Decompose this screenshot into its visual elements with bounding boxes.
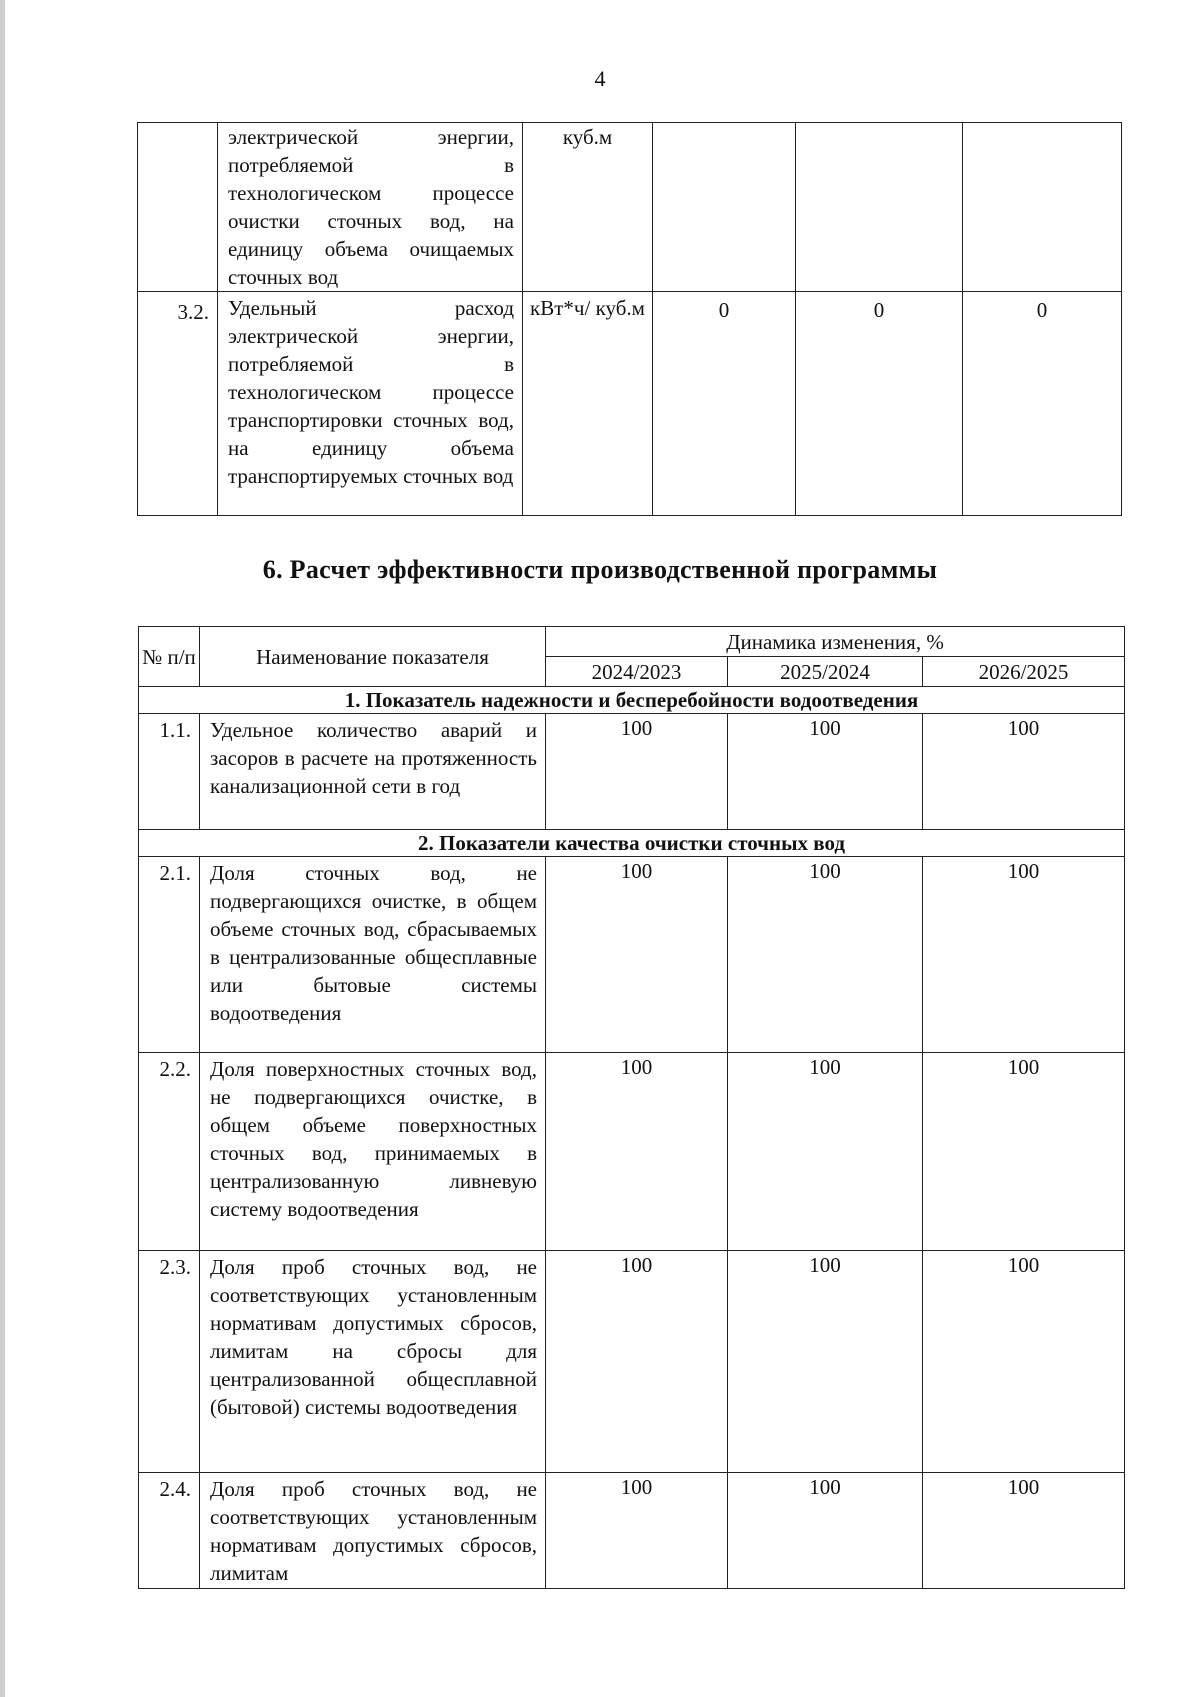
value-cell: 100: [546, 1053, 728, 1251]
indicator-name: Доля проб сточных вод, не соответствующих установленным нормативам допустимых сбросов, лимитам на сбросы для централизованной общесплавной (бытовой) системы водоотведения: [200, 1251, 546, 1473]
header-row: [139, 627, 1125, 657]
value-cell: 0: [653, 292, 796, 516]
unit-cell: кВт*ч/ куб.м: [523, 292, 653, 516]
value-cell: 100: [923, 1473, 1125, 1589]
section-heading: 2. Показатели качества очистки сточных вод: [139, 830, 1125, 857]
page-edge: [0, 0, 5, 1697]
value-cell: 100: [923, 1053, 1125, 1251]
value-cell: 100: [923, 857, 1125, 1053]
value-cell: 100: [728, 1473, 923, 1589]
page-number: 4: [594, 66, 606, 91]
row-number: 3.2.: [138, 292, 218, 516]
energy-consumption-table: [137, 122, 1122, 516]
section-title: 6. Расчет эффективности производственной программы: [262, 555, 938, 584]
value-cell: 100: [923, 714, 1125, 830]
efficiency-table: [138, 626, 1125, 1589]
section-heading: 1. Показатель надежности и бесперебойности водоотведения: [139, 687, 1125, 714]
value-cell: [963, 123, 1122, 292]
value-cell: 100: [546, 857, 728, 1053]
table-row: [139, 1473, 1125, 1589]
row-number: 2.2.: [139, 1053, 200, 1251]
value-cell: [653, 123, 796, 292]
indicator-name: Доля проб сточных вод, не соответствующих установленным нормативам допустимых сбросов, лимитам: [200, 1473, 546, 1589]
table-row: [138, 292, 1122, 516]
value-cell: 100: [728, 1251, 923, 1473]
table-row: [138, 123, 1122, 292]
header-num: № п/п: [139, 627, 200, 687]
header-dynamics: Динамика изменения, %: [546, 627, 1125, 657]
table-row: [139, 714, 1125, 830]
row-number: [138, 123, 218, 292]
value-cell: 100: [546, 1473, 728, 1589]
unit-cell: куб.м: [523, 123, 653, 292]
row-number: 2.4.: [139, 1473, 200, 1589]
header-period: 2025/2024: [728, 657, 923, 687]
value-cell: 100: [728, 714, 923, 830]
row-number: 1.1.: [139, 714, 200, 830]
table-row: [139, 1053, 1125, 1251]
value-cell: 100: [546, 714, 728, 830]
table-row: [139, 857, 1125, 1053]
value-cell: 100: [728, 857, 923, 1053]
row-number: 2.1.: [139, 857, 200, 1053]
value-cell: 100: [546, 1251, 728, 1473]
value-cell: [796, 123, 963, 292]
indicator-name: Удельный расход электрической энергии, потребляемой в технологическом процессе транспортировки сточных вод, на единицу объема транспортируемых сточных вод: [218, 292, 523, 516]
value-cell: 0: [963, 292, 1122, 516]
value-cell: 0: [796, 292, 963, 516]
header-period: 2026/2025: [923, 657, 1125, 687]
value-cell: 100: [728, 1053, 923, 1251]
indicator-name: Удельное количество аварий и засоров в расчете на протяженность канализационной сети в год: [200, 714, 546, 830]
indicator-name: электрической энергии, потребляемой в технологическом процессе очистки сточных вод, на единицу объема очищаемых сточных вод: [218, 123, 523, 292]
header-period: 2024/2023: [546, 657, 728, 687]
indicator-name: Доля поверхностных сточных вод, не подвергающихся очистке, в общем объеме поверхностных сточных вод, принимаемых в централизованную ливневую систему водоотведения: [200, 1053, 546, 1251]
section-row: [139, 830, 1125, 857]
section-row: [139, 687, 1125, 714]
table-row: [139, 1251, 1125, 1473]
row-number: 2.3.: [139, 1251, 200, 1473]
header-name: Наименование показателя: [200, 627, 546, 687]
indicator-name: Доля сточных вод, не подвергающихся очистке, в общем объеме сточных вод, сбрасываемых в централизованные общесплавные или бытовые системы водоотведения: [200, 857, 546, 1053]
value-cell: 100: [923, 1251, 1125, 1473]
